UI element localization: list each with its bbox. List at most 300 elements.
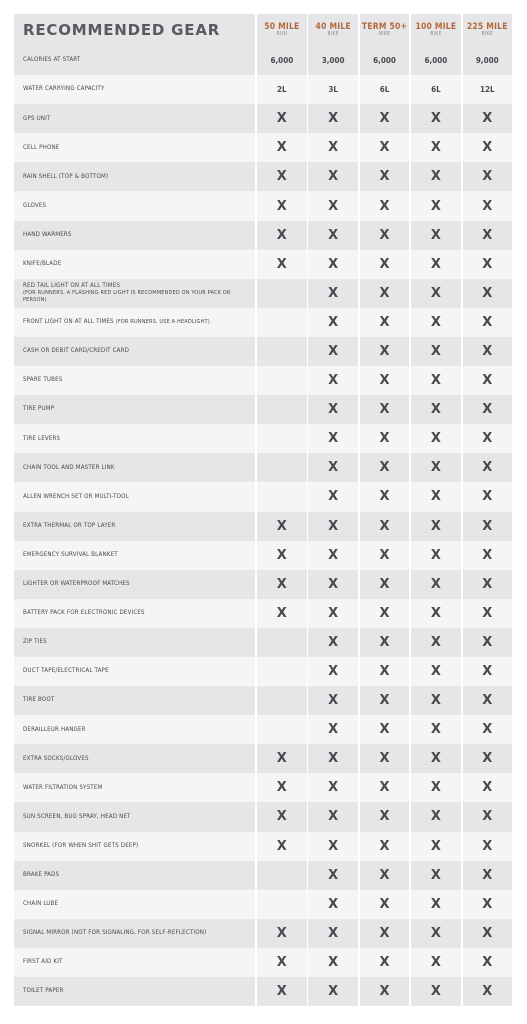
column-header-sub: BIKE (327, 31, 339, 38)
gear-item-cell (14, 366, 255, 395)
check-mark: X (328, 402, 339, 418)
gear-cell (308, 628, 357, 657)
gear-cell (257, 802, 306, 831)
check-mark: X (430, 722, 441, 738)
gear-item-note: (FOR RUNNERS, A FLASHING RED LIGHT IS RECOMMENDED ON YOUR PACK OR PERSON) (23, 289, 231, 304)
gear-value: 6L (431, 85, 441, 95)
gear-value: 2L (277, 85, 287, 95)
check-mark: X (328, 373, 339, 389)
check-mark: X (328, 693, 339, 709)
table-row (14, 366, 512, 395)
gear-cell (308, 744, 357, 773)
check-mark: X (430, 547, 441, 563)
gear-item-name: BATTERY PACK FOR ELECTRONIC DEVICES (23, 609, 145, 617)
gear-item-cell (14, 541, 255, 570)
check-mark: X (276, 576, 287, 592)
gear-item-name: SIGNAL MIRROR (NOT FOR SIGNALING, FOR SELF-REFLECTION) (23, 929, 207, 937)
gear-cell (360, 890, 409, 919)
gear-item-cell (14, 512, 255, 541)
gear-item-note: (FOR RUNNERS, USE A HEADLIGHT) (115, 319, 210, 326)
gear-item-label (23, 900, 58, 908)
gear-cell (411, 366, 460, 395)
gear-cell (257, 221, 306, 250)
check-mark: X (482, 605, 493, 621)
gear-cell (411, 832, 460, 861)
gear-cell (411, 337, 460, 366)
gear-item-label (23, 435, 60, 443)
table-row (14, 162, 512, 191)
table-row (14, 453, 512, 482)
check-mark: X (328, 809, 339, 825)
gear-cell (463, 599, 512, 628)
gear-cell (360, 279, 409, 308)
check-mark: X (328, 954, 339, 970)
gear-cell (257, 512, 306, 541)
check-mark: X (328, 780, 339, 796)
check-mark: X (379, 751, 390, 767)
check-mark: X (328, 925, 339, 941)
table-row (14, 744, 512, 773)
gear-item-label (23, 85, 105, 93)
gear-cell (463, 133, 512, 162)
gear-cell (360, 395, 409, 424)
gear-item-cell (14, 948, 255, 977)
table-row (14, 599, 512, 628)
check-mark: X (328, 751, 339, 767)
table-row (14, 482, 512, 511)
gear-item-name: WATER FILTRATION SYSTEM (23, 783, 103, 791)
gear-cell (411, 599, 460, 628)
gear-cell (257, 366, 306, 395)
check-mark: X (482, 867, 493, 883)
check-mark: X (482, 169, 493, 185)
check-mark: X (482, 431, 493, 447)
gear-cell (308, 773, 357, 802)
check-mark: X (430, 576, 441, 592)
gear-item-label (23, 871, 59, 879)
gear-cell (257, 948, 306, 977)
gear-item-label (23, 115, 50, 123)
gear-cell (411, 802, 460, 831)
check-mark: X (430, 925, 441, 941)
check-mark: X (276, 256, 287, 272)
gear-cell (463, 948, 512, 977)
table-row (14, 46, 512, 75)
column-header-100-mile-bike (411, 14, 460, 46)
gear-cell (360, 744, 409, 773)
gear-cell (463, 977, 512, 1006)
gear-cell (360, 657, 409, 686)
gear-item-name: CELL PHONE (23, 143, 60, 151)
gear-item-cell (14, 832, 255, 861)
table-row (14, 570, 512, 599)
gear-cell (463, 162, 512, 191)
gear-cell (463, 424, 512, 453)
check-mark: X (328, 198, 339, 214)
check-mark: X (430, 198, 441, 214)
table-row (14, 221, 512, 250)
check-mark: X (430, 809, 441, 825)
gear-cell (463, 250, 512, 279)
check-mark: X (430, 460, 441, 476)
gear-cell (463, 570, 512, 599)
gear-item-cell (14, 890, 255, 919)
gear-cell (463, 46, 512, 75)
check-mark: X (328, 227, 339, 243)
gear-item-name: GPS UNIT (23, 114, 51, 122)
gear-item-label (23, 202, 46, 210)
column-header-225-mile-bike (463, 14, 512, 46)
check-mark: X (482, 751, 493, 767)
check-mark: X (430, 693, 441, 709)
gear-cell (308, 191, 357, 220)
table-row (14, 424, 512, 453)
gear-cell (360, 715, 409, 744)
check-mark: X (379, 169, 390, 185)
gear-cell (411, 919, 460, 948)
gear-cell (308, 250, 357, 279)
check-mark: X (276, 809, 287, 825)
gear-cell (257, 599, 306, 628)
gear-item-name: FIRST AID KIT (23, 958, 63, 966)
check-mark: X (379, 780, 390, 796)
check-mark: X (482, 402, 493, 418)
gear-value: 9,000 (475, 56, 499, 66)
table-row (14, 191, 512, 220)
check-mark: X (379, 954, 390, 970)
check-mark: X (379, 198, 390, 214)
gear-cell (463, 628, 512, 657)
gear-item-name: KNIFE/BLADE (23, 260, 62, 268)
gear-cell (360, 541, 409, 570)
check-mark: X (379, 431, 390, 447)
column-header-main: 50 MILE (264, 21, 300, 32)
gear-cell (463, 482, 512, 511)
gear-cell (308, 599, 357, 628)
column-header-sub: BIKE (378, 31, 391, 38)
gear-table (14, 14, 512, 1006)
gear-item-cell (14, 395, 255, 424)
gear-cell (257, 482, 306, 511)
gear-cell (411, 628, 460, 657)
gear-cell (463, 75, 512, 104)
gear-cell (308, 948, 357, 977)
check-mark: X (379, 140, 390, 156)
gear-item-name: CHAIN LUBE (23, 900, 59, 908)
gear-cell (360, 482, 409, 511)
table-title-cell (14, 14, 255, 46)
gear-cell (463, 919, 512, 948)
table-row (14, 715, 512, 744)
gear-cell (308, 715, 357, 744)
gear-item-name: EXTRA THERMAL OR TOP LAYER (23, 521, 116, 529)
gear-cell (411, 541, 460, 570)
check-mark: X (430, 867, 441, 883)
check-mark: X (482, 693, 493, 709)
check-mark: X (328, 984, 339, 1000)
check-mark: X (379, 634, 390, 650)
gear-item-label (23, 987, 64, 995)
check-mark: X (328, 169, 339, 185)
check-mark: X (328, 634, 339, 650)
check-mark: X (276, 547, 287, 563)
check-mark: X (379, 925, 390, 941)
gear-item-name: TIRE PUMP (23, 405, 55, 413)
check-mark: X (328, 343, 339, 359)
gear-item-label (23, 784, 102, 792)
gear-cell (308, 75, 357, 104)
check-mark: X (482, 460, 493, 476)
table-row (14, 773, 512, 802)
gear-value: 3,000 (321, 56, 345, 66)
gear-value: 3L (328, 85, 338, 95)
gear-cell (463, 191, 512, 220)
gear-item-cell (14, 46, 255, 75)
gear-item-name: EMERGENCY SURVIVAL BLANKET (23, 550, 118, 558)
check-mark: X (276, 925, 287, 941)
check-mark: X (379, 489, 390, 505)
gear-item-name: SPARE TUBES (23, 376, 63, 384)
gear-cell (308, 424, 357, 453)
gear-cell (411, 250, 460, 279)
gear-cell (411, 948, 460, 977)
check-mark: X (379, 314, 390, 330)
table-header (14, 14, 512, 46)
check-mark: X (379, 605, 390, 621)
gear-cell (360, 133, 409, 162)
table-row (14, 919, 512, 948)
table-row (14, 628, 512, 657)
check-mark: X (482, 198, 493, 214)
check-mark: X (379, 227, 390, 243)
check-mark: X (328, 431, 339, 447)
gear-cell (257, 75, 306, 104)
gear-cell (257, 424, 306, 453)
gear-cell (360, 599, 409, 628)
gear-item-cell (14, 308, 255, 337)
check-mark: X (482, 547, 493, 563)
table-row (14, 104, 512, 133)
gear-cell (308, 221, 357, 250)
column-header-50-mile-run (257, 14, 306, 46)
gear-item-label (23, 842, 138, 850)
check-mark: X (276, 605, 287, 621)
check-mark: X (379, 285, 390, 301)
check-mark: X (328, 576, 339, 592)
check-mark: X (328, 867, 339, 883)
check-mark: X (430, 518, 441, 534)
check-mark: X (430, 489, 441, 505)
gear-cell (257, 890, 306, 919)
check-mark: X (482, 838, 493, 854)
column-header-main: 225 MILE (466, 21, 508, 32)
gear-cell (308, 657, 357, 686)
check-mark: X (430, 634, 441, 650)
gear-cell (257, 977, 306, 1006)
gear-item-label (23, 551, 118, 559)
gear-cell (463, 512, 512, 541)
gear-item-cell (14, 424, 255, 453)
gear-item-label (23, 755, 89, 763)
check-mark: X (482, 111, 493, 127)
gear-cell (308, 686, 357, 715)
column-header-main: 40 MILE (315, 21, 351, 32)
table-row (14, 861, 512, 890)
check-mark: X (482, 780, 493, 796)
gear-item-cell (14, 686, 255, 715)
check-mark: X (379, 896, 390, 912)
gear-cell (463, 686, 512, 715)
gear-item-label (23, 318, 210, 327)
gear-cell (257, 191, 306, 220)
gear-item-name: FRONT LIGHT ON AT ALL TIMES (23, 318, 114, 326)
gear-item-name: SUN SCREEN, BUG SPRAY, HEAD NET (23, 812, 131, 820)
gear-cell (463, 279, 512, 308)
gear-cell (411, 890, 460, 919)
gear-item-label (23, 493, 129, 501)
gear-item-label (23, 282, 255, 305)
gear-cell (411, 715, 460, 744)
gear-cell (308, 541, 357, 570)
table-body (14, 46, 512, 1006)
column-header-term-50-bike (360, 14, 409, 46)
column-header-sub: BIKE (481, 31, 493, 38)
gear-cell (360, 832, 409, 861)
gear-cell (308, 337, 357, 366)
check-mark: X (430, 984, 441, 1000)
gear-cell (411, 162, 460, 191)
check-mark: X (430, 751, 441, 767)
gear-cell (257, 395, 306, 424)
column-header-main: 100 MILE (415, 21, 457, 32)
gear-cell (360, 512, 409, 541)
gear-cell (360, 104, 409, 133)
gear-cell (463, 308, 512, 337)
check-mark: X (482, 954, 493, 970)
gear-cell (308, 162, 357, 191)
gear-cell (257, 657, 306, 686)
gear-item-label (23, 144, 59, 152)
check-mark: X (379, 111, 390, 127)
gear-item-cell (14, 744, 255, 773)
gear-cell (308, 570, 357, 599)
gear-cell (463, 715, 512, 744)
gear-item-cell (14, 337, 255, 366)
table-row (14, 250, 512, 279)
table-row (14, 133, 512, 162)
gear-cell (411, 453, 460, 482)
gear-cell (308, 453, 357, 482)
check-mark: X (379, 984, 390, 1000)
gear-item-cell (14, 802, 255, 831)
gear-item-name: CHAIN TOOL AND MASTER LINK (23, 463, 115, 471)
gear-cell (360, 337, 409, 366)
table-row (14, 308, 512, 337)
gear-cell (308, 104, 357, 133)
check-mark: X (430, 314, 441, 330)
check-mark: X (430, 169, 441, 185)
check-mark: X (276, 140, 287, 156)
gear-cell (411, 221, 460, 250)
gear-item-cell (14, 628, 255, 657)
gear-item-label (23, 173, 108, 181)
check-mark: X (328, 664, 339, 680)
gear-cell (360, 250, 409, 279)
table-row (14, 337, 512, 366)
gear-item-cell (14, 657, 255, 686)
gear-cell (308, 395, 357, 424)
gear-item-cell (14, 773, 255, 802)
check-mark: X (276, 751, 287, 767)
gear-cell (463, 366, 512, 395)
gear-item-label (23, 464, 115, 472)
gear-cell (463, 773, 512, 802)
table-row (14, 395, 512, 424)
gear-item-name: TOILET PAPER (23, 987, 64, 995)
gear-item-name: TIRE LEVERS (23, 434, 61, 442)
gear-cell (257, 337, 306, 366)
gear-cell (411, 512, 460, 541)
check-mark: X (328, 838, 339, 854)
gear-item-cell (14, 482, 255, 511)
check-mark: X (482, 722, 493, 738)
check-mark: X (328, 518, 339, 534)
table-row (14, 657, 512, 686)
gear-cell (411, 424, 460, 453)
gear-cell (360, 686, 409, 715)
gear-cell (257, 686, 306, 715)
gear-item-label (23, 580, 130, 588)
column-header-main: TERM 50+ (361, 21, 408, 32)
check-mark: X (482, 896, 493, 912)
gear-cell (360, 628, 409, 657)
check-mark: X (328, 140, 339, 156)
check-mark: X (379, 838, 390, 854)
gear-item-name: DUCT TAPE/ELECTRICAL TAPE (23, 667, 109, 675)
gear-item-cell (14, 919, 255, 948)
gear-cell (411, 570, 460, 599)
check-mark: X (430, 664, 441, 680)
check-mark: X (430, 256, 441, 272)
gear-value: 6L (379, 85, 390, 95)
gear-cell (411, 482, 460, 511)
gear-item-cell (14, 279, 255, 308)
check-mark: X (379, 547, 390, 563)
gear-item-label (23, 958, 63, 966)
gear-item-label (23, 405, 54, 413)
check-mark: X (430, 780, 441, 796)
column-header-40-mile-bike (308, 14, 357, 46)
check-mark: X (482, 576, 493, 592)
gear-cell (411, 686, 460, 715)
check-mark: X (430, 111, 441, 127)
gear-cell (257, 832, 306, 861)
gear-cell (308, 919, 357, 948)
gear-cell (463, 395, 512, 424)
gear-cell (411, 977, 460, 1006)
gear-cell (411, 308, 460, 337)
check-mark: X (379, 867, 390, 883)
gear-item-cell (14, 861, 255, 890)
check-mark: X (379, 664, 390, 680)
gear-item-name: ALLEN WRENCH SET OR MULTI-TOOL (23, 492, 129, 500)
gear-cell (308, 861, 357, 890)
gear-cell (257, 250, 306, 279)
gear-item-label (23, 696, 54, 704)
check-mark: X (482, 343, 493, 359)
table-row (14, 512, 512, 541)
gear-cell (411, 133, 460, 162)
